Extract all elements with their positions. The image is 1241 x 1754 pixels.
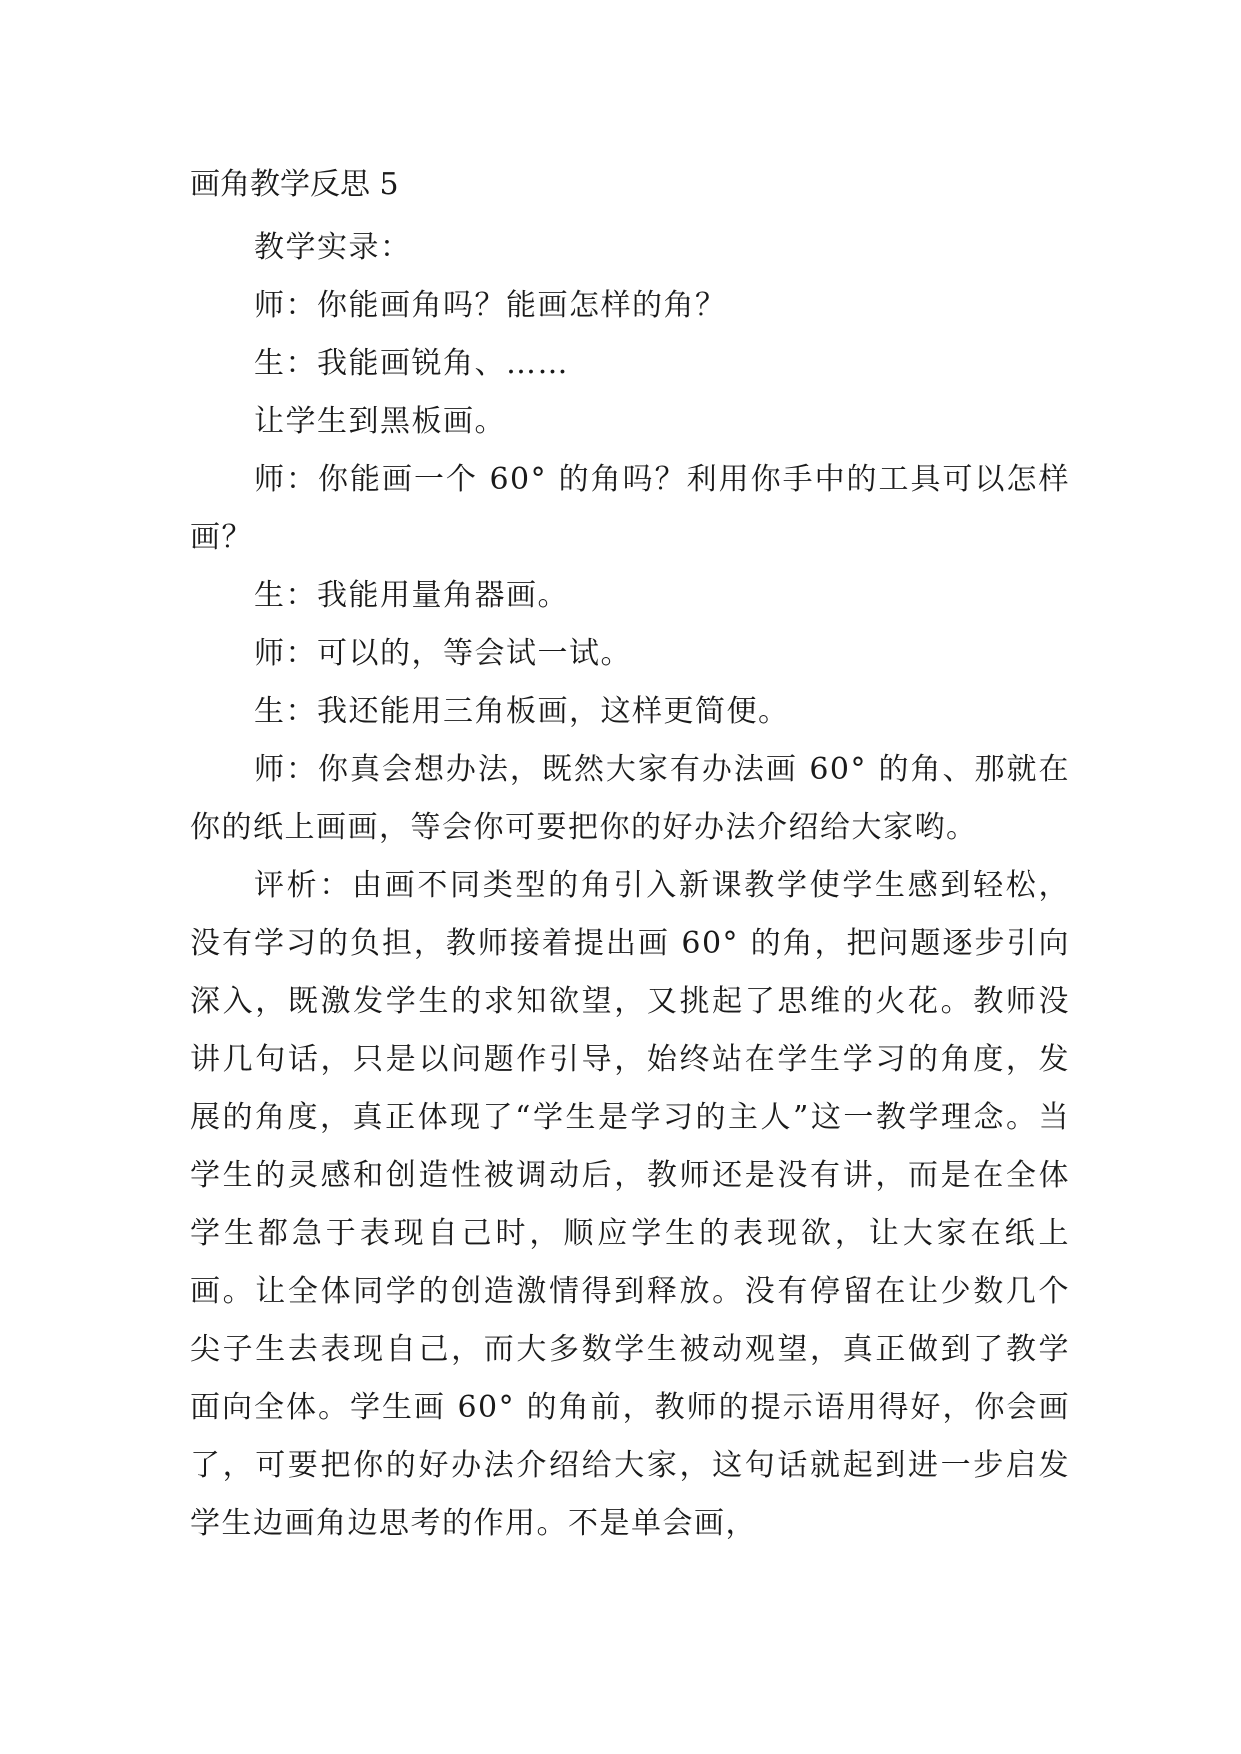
paragraph-analysis: 评析：由画不同类型的角引入新课教学使学生感到轻松，没有学习的负担，教师接着提出画 60° 的角，把问题逐步引向深入，既激发学生的求知欲望，又挑起了思维的火花。教师没讲几句话，只是以问题作引导，始终站在学生学习的角度，发展的角度，真正体现了“学生是学习的主人”这一教学理念。当学生的灵感和创造性被调动后，教师还是没有讲，而是在全体学生都急于表现自己时，顺应学生的表现欲，让大家在纸上画。让全体同学的创造激情得到释放。没有停留在让少数几个尖子生去表现自己，而大多数学生被动观望，真正做到了教学面向全体。学生画 60° 的角前，教师的提示语用得好，你会画了，可要把你的好办法介绍给大家，这句话就起到进一步启发学生边画角边思考的作用。不是单会画， [190, 868, 1070, 1541]
document-title: 画角教学反思 5 [190, 167, 399, 202]
paragraph-teacher-praise: 师：你真会想办法，既然大家有办法画 60° 的角、那就在你的纸上画画，等会你可要把你的好办法介绍给大家哟。 [190, 752, 1070, 845]
paragraph-blackboard: 让学生到黑板画。 [254, 404, 506, 439]
paragraph-record-heading: 教学实录： [254, 230, 412, 265]
paragraph-student-answer: 生：我能画锐角、…… [254, 346, 569, 381]
paragraph-student-protractor: 生：我能用量角器画。 [254, 578, 569, 613]
paragraph-teacher-60-degree: 师：你能画一个 60° 的角吗？利用你手中的工具可以怎样画？ [190, 462, 1070, 555]
paragraph-student-triangle: 生：我还能用三角板画，这样更简便。 [254, 694, 790, 729]
paragraph-teacher-question: 师：你能画角吗？能画怎样的角？ [254, 288, 727, 323]
paragraph-teacher-try: 师：可以的，等会试一试。 [254, 636, 632, 671]
document-body [190, 219, 1070, 1553]
